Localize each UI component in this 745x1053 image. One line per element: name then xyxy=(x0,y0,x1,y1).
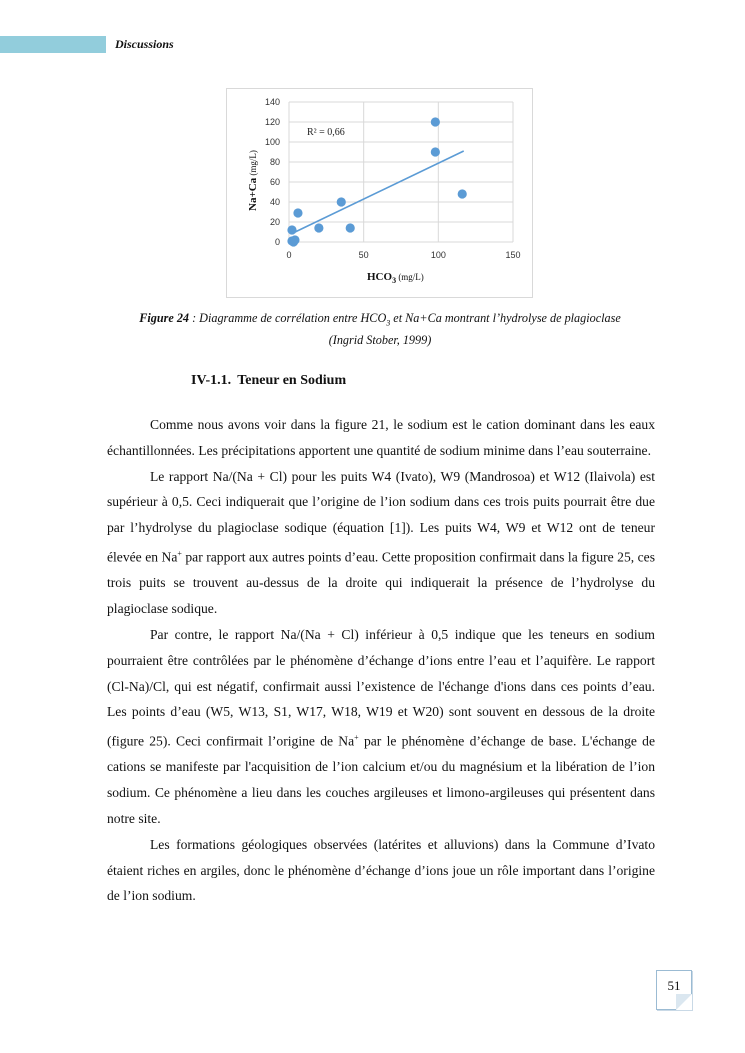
paragraph: Les formations géologiques observées (latérites et alluvions) dans la Commune d’Ivato étaient riches en argiles, donc le phénomène d’échange d’ions joue un rôle important dans l’origine de l’ion sodium. xyxy=(107,836,655,904)
figure-label: Figure 24 xyxy=(139,311,190,325)
y-tick-label: 20 xyxy=(269,217,280,227)
chart-point xyxy=(431,147,440,156)
y-tick-label: 60 xyxy=(269,177,280,187)
paragraph: Par contre, le rapport Na/(Na + Cl) inférieur à 0,5 indique que les teneurs en sodium pourraient être contrôlées par le phénomène d’échange d’ions entre l’eau et l’aquifère. Le rapport (Cl-Na)/Cl, qui est négatif, confirmait aussi l’existence de l'échange d'ions dans ces points d’eau. Les points d’eau (W5, W13, S1, W17, W18, W19 et W20) sont souvent en dessous de la droite (figure 25). Ceci confirmait l’origine de Na+ par le phénomène d’échange de base. L'échange de cations se manifeste par l'acquisition de l’ion calcium et/ou du magnésium et la libération de l’ion sodium. Ce phénomène a lieu dans les couches argileuses et limono-argileuses qui présentent dans notre site. xyxy=(107,626,655,827)
chart-point xyxy=(346,223,355,232)
x-tick-label: 100 xyxy=(430,250,446,260)
x-tick-label: 50 xyxy=(358,250,369,260)
chart-point xyxy=(431,117,440,126)
section-header-title: Discussions xyxy=(115,37,174,51)
section-heading xyxy=(191,373,346,389)
chart-point xyxy=(287,225,296,234)
figure-caption: Figure 24 : Diagramme de corrélation entre $HCO_3$ et Na+Ca montrant l’hydrolyse de plagioclase xyxy=(139,311,621,328)
y-tick-label: 120 xyxy=(264,117,280,127)
chart-axis-ticks xyxy=(265,97,521,260)
y-tick-label: 0 xyxy=(274,237,280,247)
x-tick-label: 0 xyxy=(286,250,292,260)
y-tick-label: 100 xyxy=(264,137,280,147)
chart-frame xyxy=(226,88,533,298)
chart-point xyxy=(458,189,467,198)
chart-point xyxy=(314,223,323,232)
section-title: Teneur en Sodium xyxy=(237,373,347,388)
chart-grid xyxy=(289,102,513,242)
chart-x-axis-label: $HCO_3$ $^{(mg/L)}$ xyxy=(367,271,424,285)
y-tick-label: 40 xyxy=(269,197,280,207)
chart-y-axis-label: Na+Ca (mg/L) xyxy=(247,150,259,211)
section-number: IV-1.1. xyxy=(191,373,232,388)
y-tick-label: 140 xyxy=(264,97,280,107)
paragraph: Comme nous avons voir dans la figure 21, le sodium est le cation dominant dans les eaux échantillonnées. Les précipitations apportent une quantité de sodium minime dans l’eau souterraine. xyxy=(107,417,655,458)
paragraph: Le rapport Na/(Na + Cl) pour les puits W4 (Ivato), W9 (Mandrosoa) et W12 (Ilaivola) est supérieur à 0,5. Ceci indiquerait que l’origine de l’ion sodium dans ces trois puits pourrait être due par l’hydrolyse du plagioclase sodique (équation [1]). Les puits W4, W9 et W12 ont de teneur élevée en Na+ par rapport aux autres points d’eau. Cette proposition confirmait dans la figure 25, ces trois puits se trouvent au-dessus de la droite qui indiquerait la présence de l’hydrolyse du plagioclase sodique. xyxy=(107,468,655,617)
chart-point xyxy=(293,208,302,217)
chart-r2-label: R² = 0,66 xyxy=(307,127,345,138)
chart-point xyxy=(337,197,346,206)
body-text xyxy=(107,412,655,909)
y-tick-label: 80 xyxy=(269,157,280,167)
figure-caption-source: (Ingrid Stober, 1999) xyxy=(328,333,432,347)
page-number: 51 xyxy=(656,970,692,1010)
chart-point xyxy=(290,235,299,244)
correlation-chart xyxy=(227,89,534,299)
x-tick-label: 150 xyxy=(505,250,521,260)
header-band xyxy=(0,36,106,53)
